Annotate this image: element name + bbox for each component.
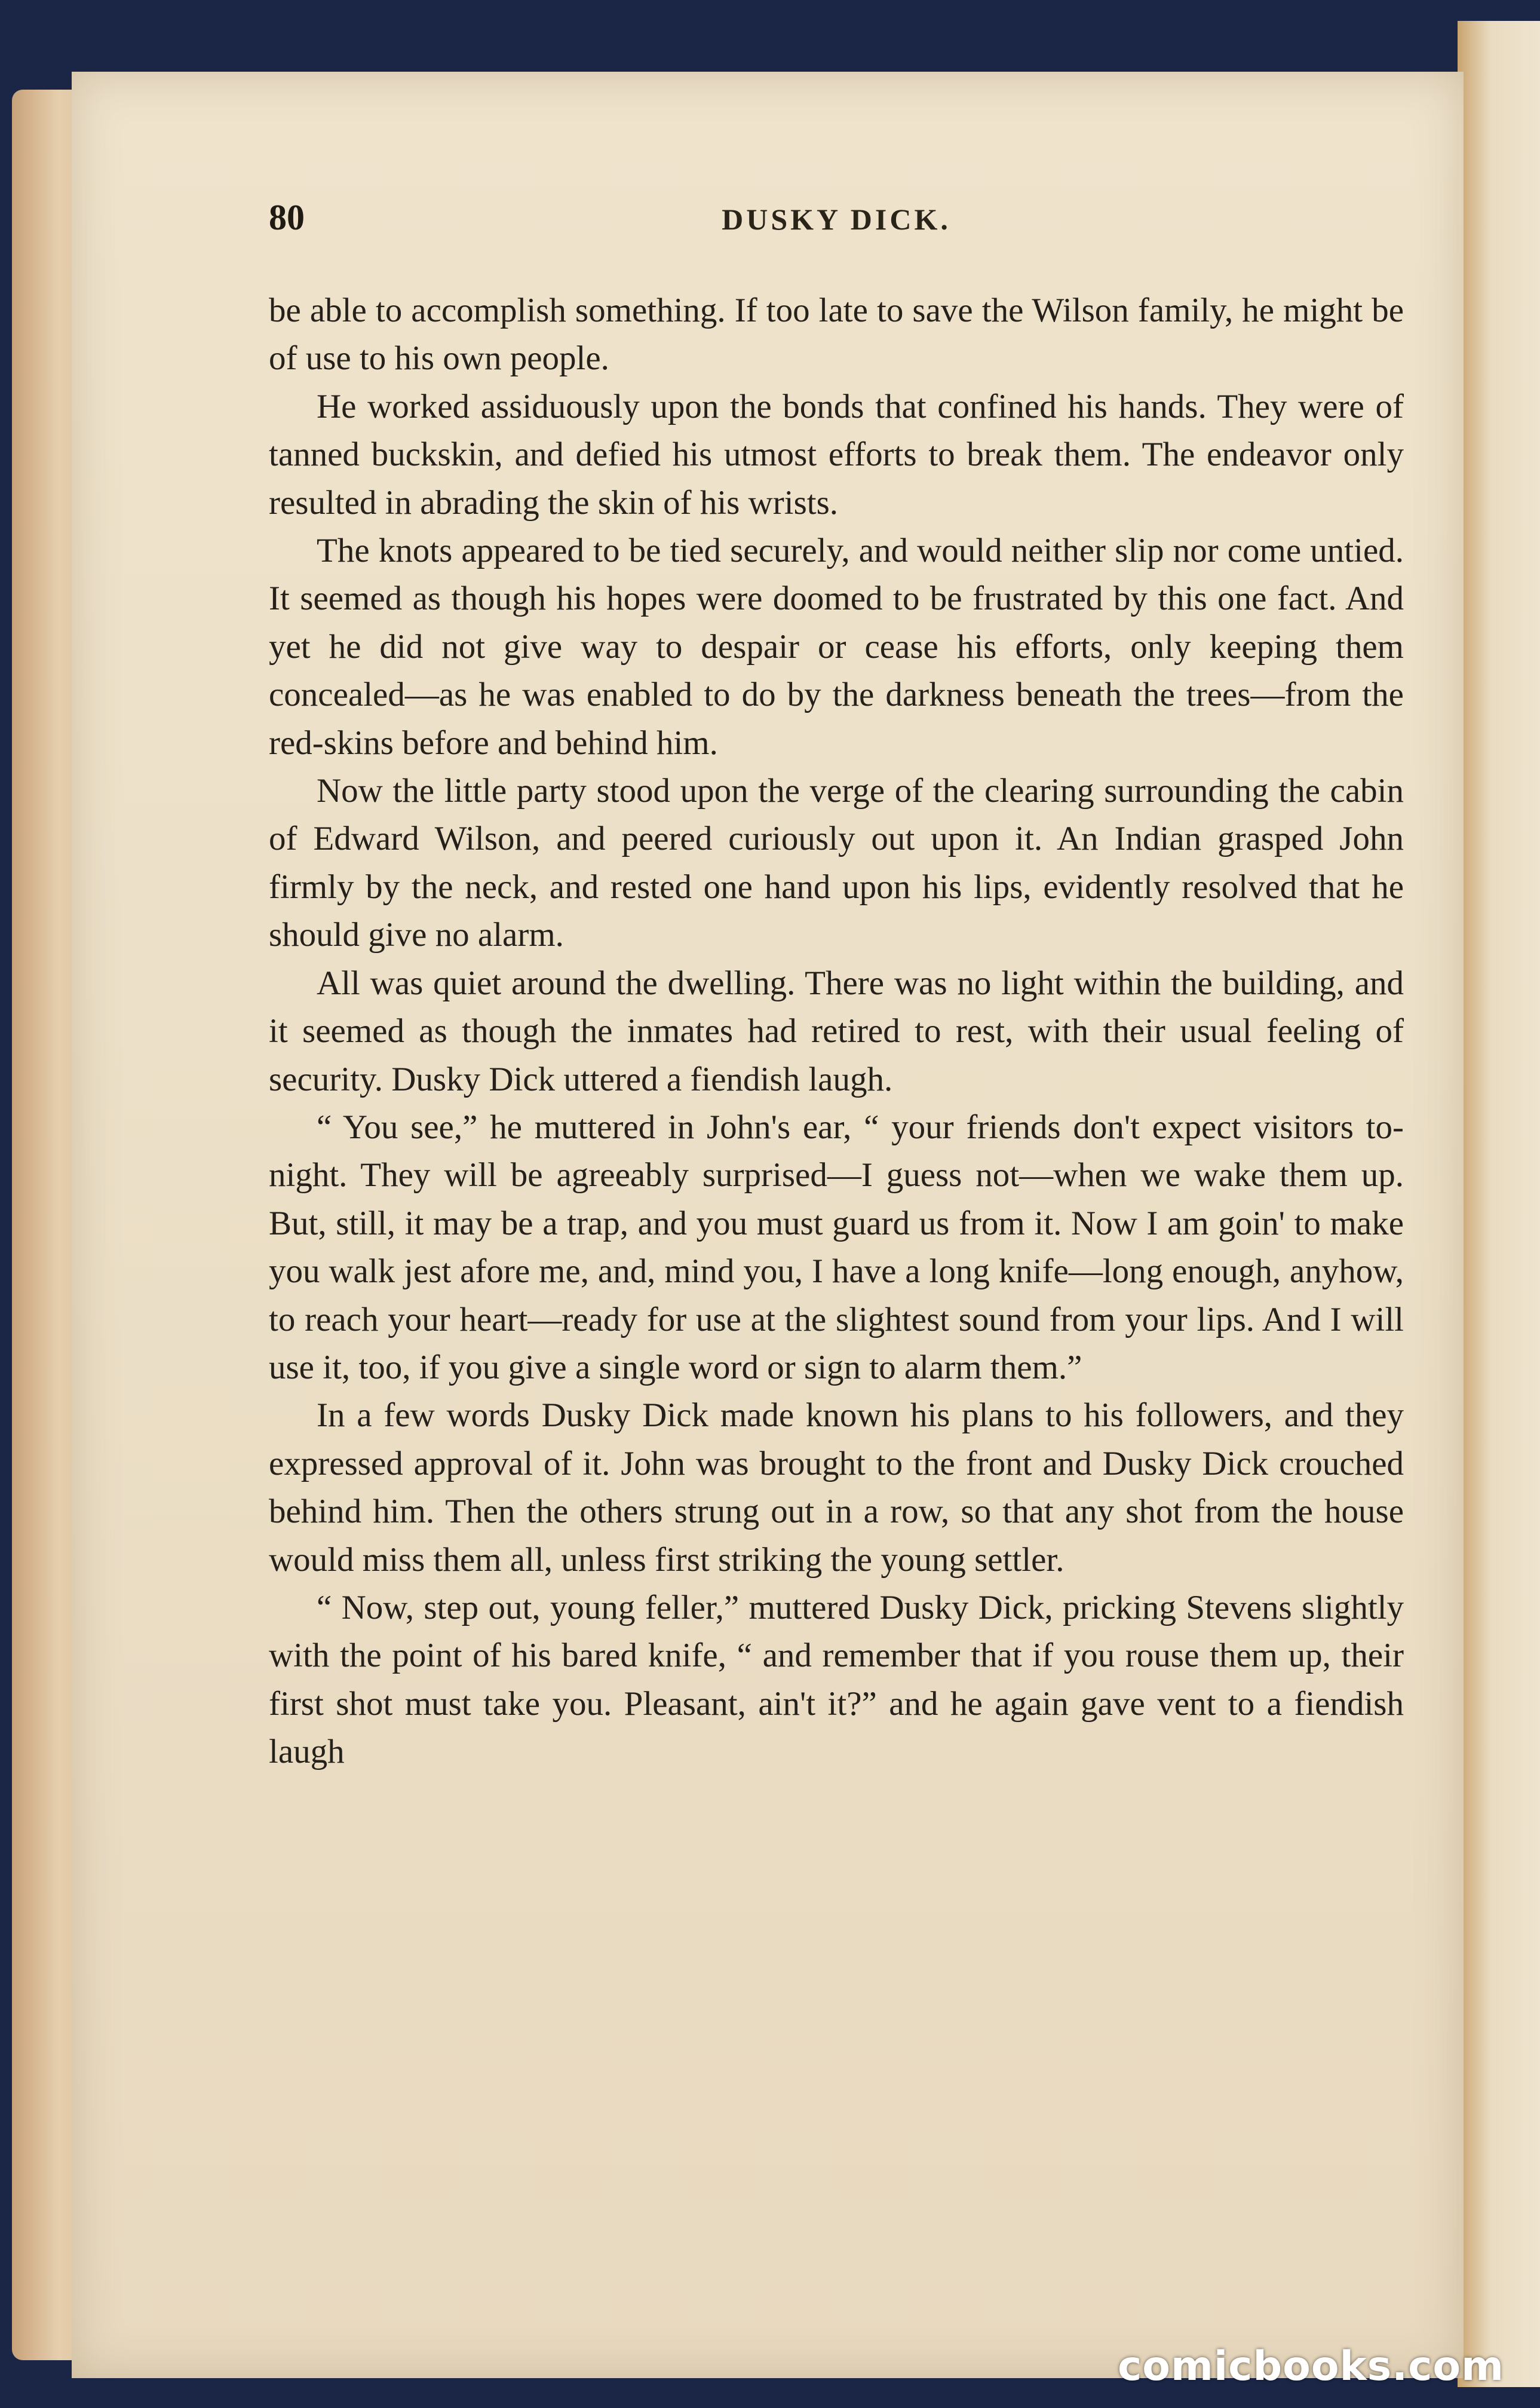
page-number: 80 bbox=[269, 198, 305, 237]
paragraph: “ Now, step out, young feller,” muttered Dusky Dick, pricking Stevens slightly with the point of his bared knife, “ and remember that if you rouse them up, their first shot must take you. Pleasant, ain't it?” and he again gave vent to a fiendish laugh bbox=[269, 1588, 1404, 1771]
watermark-logo: comicbooks.com bbox=[1117, 2343, 1504, 2390]
paragraph: He worked assiduously upon the bonds that confined his hands. They were of tanned buckskin, and defied his utmost efforts to break them. The endeavor only resulted in abrading the skin of his wrists. bbox=[269, 387, 1404, 522]
facing-page-edge bbox=[1458, 21, 1540, 2387]
running-title: DUSKY DICK. bbox=[722, 203, 951, 236]
paragraph: be able to accomplish something. If too late to save the Wilson family, he might be of use to his own people. bbox=[269, 292, 1404, 378]
paragraph: Now the little party stood upon the verge of the clearing surrounding the cabin of Edward Wilson, and peered curiously out upon it. An Indian grasped John firmly by the neck, and rested one hand upon his lips, evidently resolved that he should give no alarm. bbox=[269, 772, 1404, 954]
paragraph: “ You see,” he muttered in John's ear, “ your friends don't expect visitors to-night. They will be agreeably surprised—I guess not—when we wake them up. But, still, it may be a trap, and you must guard us from it. Now I am goin' to make you walk jest afore me, and, mind you, I have a long knife—long enough, anyhow, to reach your heart—ready for use at the slightest sound from your lips. And I will use it, too, if you give a single word or sign to alarm them.” bbox=[269, 1108, 1404, 1386]
running-head bbox=[269, 197, 1404, 245]
body-text bbox=[269, 287, 1404, 1776]
paragraph: The knots appeared to be tied securely, and would neither slip nor come untied. It seemed as though his hopes were doomed to be frustrated by this one fact. And yet he did not give way to despair or cease his efforts, only keeping them concealed—as he was enabled to do by the darkness beneath the trees—from the red-skins before and behind him. bbox=[269, 532, 1404, 762]
paragraph: All was quiet around the dwelling. There was no light within the building, and it seemed as though the inmates had retired to rest, with their usual feeling of security. Dusky Dick uttered a fiendish laugh. bbox=[269, 964, 1404, 1098]
paragraph: In a few words Dusky Dick made known his plans to his followers, and they expressed approval of it. John was brought to the front and Dusky Dick crouched behind him. Then the others strung out in a row, so that any shot from the house would miss them all, unless first striking the young settler. bbox=[269, 1396, 1404, 1579]
